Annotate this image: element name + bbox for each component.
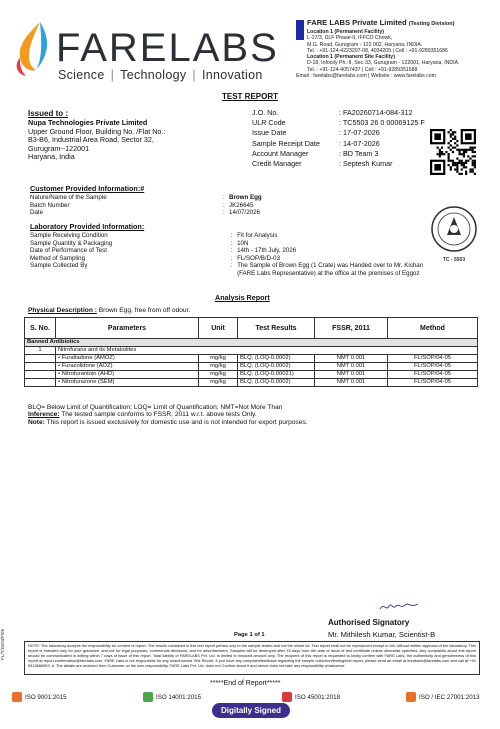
analysis-report-title: Analysis Report [215, 293, 270, 302]
iso-45001-badge: ISO 45001:2018 [282, 692, 340, 702]
signatory-name: Mr. Mithilesh Kumar, Scientist-B [328, 630, 436, 639]
farelabs-logo-icon [10, 20, 54, 78]
physical-description: Physical Description : Brown Egg, free from off odour. [28, 307, 191, 314]
iso-9001-badge: ISO 9001:2015 [12, 692, 67, 702]
brand-tagline: Science | Technology | Innovation [58, 68, 263, 82]
lab-info-table: Sample Receiving Condition : Fit for Analysis Sample Quantity & Packaging : 10N Date of Performance of Test : 14th - 17th July, 2026 Method of Sampling : FL/SOP/B/D-03 Sample Collected By : The Sample of Brown Egg (1 Crate) was Handed over to Mr. Kishan (FARE Labs Representative) at the office at the premises of Eggoz [30, 232, 424, 277]
iso-cert-icon [143, 692, 153, 702]
customer-info-table: Nature/Name of the Sample : Brown Egg Batch Number : JK26645 Date : 14/07/2026 [30, 194, 262, 217]
report-title: TEST REPORT [222, 92, 279, 101]
page-number: Page 1 of 1 [234, 632, 265, 638]
report-notes: BLQ= Below Limit of Quantification; LOQ= Limit of Quantification; NMT=Not More Than Inference: The tested sample conforms to FSSR, 2011 w.r.t. above tests Only. Note: This report is issued exclusively for domestic use and is not intended for export purposes. [28, 404, 308, 426]
brand-wordmark: FARELABS [56, 26, 279, 70]
report-meta-table: J.O. No. : FA20260714-084-312 ULR Code : TC5503 26 0 00069125 F Issue Date : 17-07-2026 Sample Receipt Date : 14-07-2026 Account Manager : BD Team 3 Credit Manager : Septesh Kumar [252, 108, 425, 169]
accreditation-seal-icon [430, 205, 478, 265]
issued-to-address: Nupa Technologies Private Limited Upper Ground Floor, Building No. /Flat No.: B3-B6, Industrial Area Road, Sector 32, Gurugram--122001 Haryana, India [28, 118, 166, 162]
company-address-block: FARE LABS Private Limited (Testing Division) Location 1 (Permanent Facility) L-17/3, DLF Phase-II, IFFCO Chowk, M.G. Road, Gurugram - 122 002, Haryana, INDIA. Tel. : +91-124-4223207-08, 4034205 | Cell : +91-9289351686 Location 1 (Permanent Site Facility) D-18, Infocity Ph.-II, Sec-33, Gurugram - 122001, Haryana, INDIA. Tel. : +91-124-4057437 | Cell : +91-9289351688 Email : farelabs@farelabs.com | Website : www.farelabs.com [296, 18, 460, 80]
authorised-signatory-title: Authorised Signatory [328, 618, 410, 627]
company-mark-icon [296, 20, 304, 40]
customer-info-title: Customer Provided Information:# [30, 184, 145, 193]
lab-info-title: Laboratory Provided Information: [30, 222, 145, 231]
table-row: • Nitrofurazone (SEM) mg/kg BLQ, (LOQ-0.0002) NMT 0.001 FL/SOP/04-05 [25, 379, 478, 387]
form-code: FL/T/GEN/F/05 [0, 628, 5, 660]
digitally-signed-badge[interactable]: Digitally Signed [212, 703, 290, 718]
table-row: • Nitrofurantoin (AHD) mg/kg BLQ, (LOQ-0.00021) NMT 0.001 FL/SOP/04-05 [25, 371, 478, 379]
end-of-report: *****End of Report***** [210, 680, 281, 687]
table-row: • Furaltadone (AMOZ) mg/kg BLQ, (LOQ-0.0002) NMT 0.001 FL/SOP/04-05 [25, 355, 478, 363]
signature-scribble [378, 598, 420, 614]
qr-code-icon[interactable] [430, 129, 476, 175]
table-row: 1 Nitrofurans and its Metabolites [25, 347, 478, 355]
table-row: • Furazolidone (AOZ) mg/kg BLQ, (LOQ-0.0002) NMT 0.001 FL/SOP/04-05 [25, 363, 478, 371]
iso-27001-badge: ISO / IEC 27001:2013 [406, 692, 480, 702]
results-table [24, 317, 478, 387]
iso-cert-icon [406, 692, 416, 702]
legal-footnote: NOTE: The laboratory accepts the responsibility for content of report. The results contained in this test report pertain only to the sample tested and not the whole lot. Test report shall not be reproduced except in full, without written approval of the laboratory. This report is intended only for your guidance, and not for legal purposes, commercial decisions, and for advertisement. Samples will be destroyed after 15 days from the date of issue of test certificate unless otherwise specified. Any complaints about this report should be communicated in writing within 7 days of issue of this report. Total liability of FARELABS Pvt. Ltd. is limited to invoiced amount only. The recipient of this report is requested to kindly confirm with FARE Labs, the authenticity and genuineness of this report at report.confirmation@farelabs.com. FARE Labs is not responsible for any unauthorized Test Report. If you have any complaint/feedback regarding the sample collection/testing/test report, please send an email at feedback@farelabs.com and call at +91 9313666553. #: The details are received from Customer on his own responsibility. FARE Labs Pvt. Ltd. does not Confirm about it and hence does not take any responsibility whatsoever. [24, 641, 480, 675]
issued-to-label: Issued to : [28, 109, 69, 118]
iso-14001-badge: ISO 14001:2015 [143, 692, 201, 702]
results-header-row: S. No. Parameters Unit Test Results FSSR, 2011 Method [25, 318, 478, 339]
category-row: Banned Antibiotics [25, 339, 478, 347]
iso-cert-icon [12, 692, 22, 702]
iso-cert-icon [282, 692, 292, 702]
seal-label: TC - 5503 [442, 257, 466, 263]
